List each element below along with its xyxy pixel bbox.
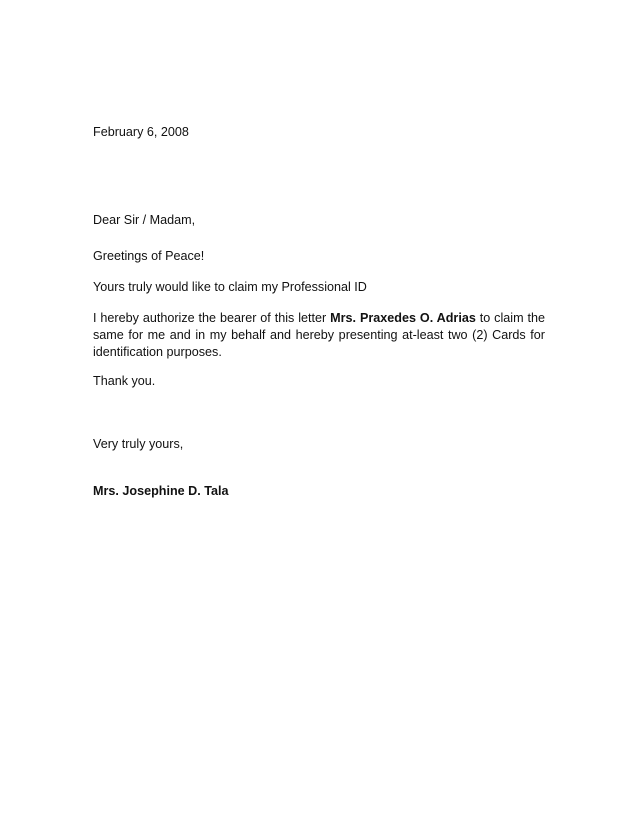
thank-you: Thank you.	[93, 374, 156, 388]
intro-sentence: Yours truly would like to claim my Professional ID	[93, 280, 367, 294]
authorization-text-end: to claim the same for me and in my behalf and hereby presenting at-least two (2) Cards for identification purposes.	[93, 311, 545, 359]
closing: Very truly yours,	[93, 437, 184, 451]
salutation: Dear Sir / Madam,	[93, 213, 196, 227]
authorization-text-start: I hereby authorize the bearer of this letter	[93, 311, 331, 325]
letter-date: February 6, 2008	[93, 125, 189, 139]
signatory-name: Mrs. Josephine D. Tala	[93, 484, 229, 498]
authorization-paragraph	[93, 310, 545, 361]
greeting: Greetings of Peace!	[93, 249, 205, 263]
bearer-name: Mrs. Praxedes O. Adrias	[330, 311, 476, 325]
